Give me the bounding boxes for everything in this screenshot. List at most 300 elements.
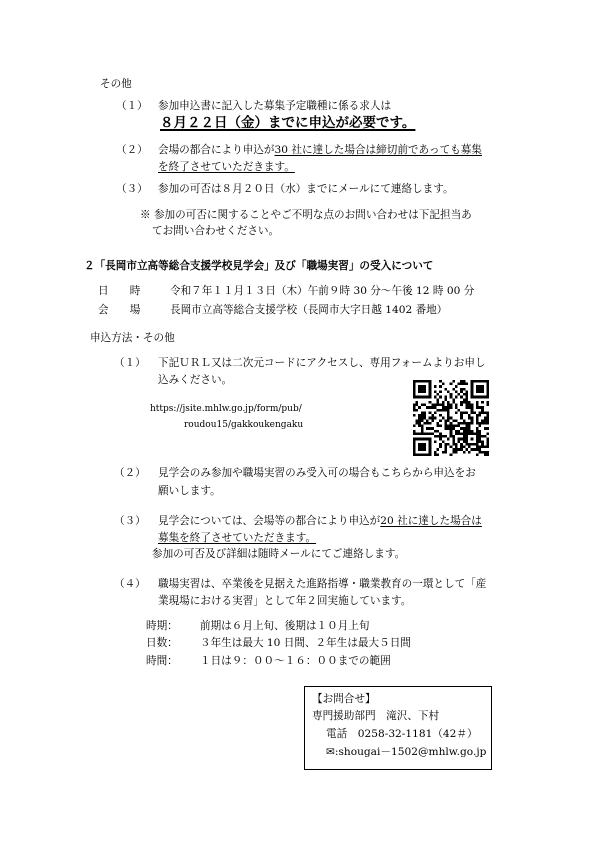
qr-module [471,443,474,446]
other-heading: その他 [100,78,132,90]
qr-module [434,435,437,438]
qr-module [471,411,474,414]
qr-module [452,440,455,443]
qr-module [471,419,474,422]
qr-module [479,411,482,414]
qr-module [421,453,424,456]
qr-module [486,396,489,399]
qr-module [455,448,458,451]
qr-module [486,451,489,454]
qr-module [455,446,458,449]
qr-module [486,383,489,386]
hours-value: １日は９：００～１６：００までの範囲 [200,655,391,667]
qr-module [421,419,424,422]
other-item2-line2: を終了させていただきます。 [158,161,295,173]
qr-module [421,425,424,428]
qr-module [481,440,484,443]
qr-module [423,390,426,393]
qr-module [471,448,474,451]
qr-module [421,380,424,383]
qr-module [434,385,437,388]
qr-module [486,380,489,383]
qr-module [444,396,447,399]
qr-module [423,380,426,383]
qr-module [442,383,445,386]
qr-module [421,430,424,433]
qr-module [484,411,487,414]
qr-module [481,443,484,446]
qr-module [468,451,471,454]
qr-module [479,390,482,393]
section2-heading: ２「長岡市立高等総合支援学校見学会」及び「職場実習」の受入について [84,260,434,272]
date-value: 令和７年１１月１３日（木）午前９時 30 分～午後 12 時 00 分 [170,285,475,297]
qr-module [452,448,455,451]
qr-module [455,419,458,422]
qr-module [447,438,450,441]
qr-module [468,432,471,435]
qr-module [486,411,489,414]
qr-module [463,432,466,435]
qr-module [460,432,463,435]
qr-module [458,425,461,428]
qr-module [426,422,429,425]
qr-module [476,390,479,393]
qr-module [473,380,476,383]
qr-module [479,388,482,391]
qr-module [486,438,489,441]
qr-module [413,448,416,451]
qr-module [421,417,424,420]
qr-module [465,411,468,414]
qr-module [479,414,482,417]
qr-module [476,385,479,388]
apply-item2-number: （２） [114,467,146,479]
qr-module [437,425,440,428]
qr-module [460,396,463,399]
qr-module [431,417,434,420]
qr-module [460,438,463,441]
qr-module [423,414,426,417]
qr-module [418,453,421,456]
qr-module [450,435,453,438]
qr-module [484,453,487,456]
qr-module [429,388,432,391]
qr-module [437,409,440,412]
qr-module [465,393,468,396]
qr-module [413,414,416,417]
qr-module [473,443,476,446]
qr-module [421,388,424,391]
period-value: 前期は６月上旬、後期は１０月上旬 [200,620,370,632]
qr-module [465,430,468,433]
qr-module [450,430,453,433]
qr-module [452,380,455,383]
qr-module [486,443,489,446]
qr-module [416,404,419,407]
qr-module [431,419,434,422]
apply-item3-line2: 募集を終了させていただきます。 [158,532,317,544]
qr-module [476,446,479,449]
qr-module [479,435,482,438]
qr-module [460,390,463,393]
qr-module [479,432,482,435]
qr-module [486,440,489,443]
contact-email[interactable]: ✉:shougai－1502@mhlw.go.jp [326,746,487,758]
qr-module [479,396,482,399]
qr-module [465,383,468,386]
qr-module [413,451,416,454]
qr-module [476,404,479,407]
qr-module [458,430,461,433]
qr-module [434,430,437,433]
qr-module [447,443,450,446]
qr-module [429,448,432,451]
qr-module [444,427,447,430]
qr-module [484,417,487,420]
qr-module [418,417,421,420]
qr-module [465,404,468,407]
qr-module [437,453,440,456]
qr-module [481,396,484,399]
form-url-line2[interactable]: roudou15/gakkoukengaku [184,420,304,430]
qr-module [481,451,484,454]
qr-module [486,417,489,420]
qr-module [416,401,419,404]
qr-module [471,422,474,425]
qr-module [468,443,471,446]
qr-module [486,385,489,388]
qr-module [450,383,453,386]
qr-module [444,451,447,454]
qr-module [421,427,424,430]
qr-module [471,385,474,388]
qr-module [471,404,474,407]
qr-module [418,406,421,409]
qr-module [416,438,419,441]
qr-module [442,409,445,412]
qr-module [468,446,471,449]
qr-module [455,430,458,433]
qr-module [439,409,442,412]
qr-module [458,422,461,425]
qr-module [484,380,487,383]
qr-module [484,419,487,422]
qr-module [413,440,416,443]
contact-phone: 電話 0258-32-1181（42＃） [326,728,478,740]
qr-module [423,411,426,414]
qr-module [484,451,487,454]
qr-module [460,422,463,425]
qr-module [471,396,474,399]
qr-module [413,396,416,399]
qr-module [468,430,471,433]
qr-module [413,380,416,383]
qr-module [465,435,468,438]
qr-module [452,438,455,441]
qr-module [450,406,453,409]
qr-module [450,396,453,399]
qr-module [416,432,419,435]
qr-module [413,385,416,388]
qr-module [429,427,432,430]
qr-module [481,411,484,414]
qr-module [486,404,489,407]
qr-module [418,414,421,417]
qr-module [437,422,440,425]
qr-module [476,401,479,404]
qr-module [481,380,484,383]
qr-module [484,422,487,425]
qr-module [486,419,489,422]
qr-module [471,383,474,386]
qr-module [458,409,461,412]
qr-module [460,383,463,386]
qr-module [416,396,419,399]
qr-module [458,383,461,386]
qr-module [481,422,484,425]
days-label: 日数： [146,637,178,649]
qr-module [439,432,442,435]
apply-item2-line1: 見学会のみ参加や職場実習のみ受入可の場合もこちらから申込をお [158,467,476,479]
qr-module [465,422,468,425]
qr-module [437,430,440,433]
qr-module [471,390,474,393]
qr-module [481,409,484,412]
qr-module [421,404,424,407]
other-item2-line1: 会場の都合により申込が30 社に達した場合は締切前であっても募集 [158,144,482,156]
qr-module [455,385,458,388]
qr-module [447,419,450,422]
qr-module [460,448,463,451]
qr-module [444,406,447,409]
qr-module [421,396,424,399]
qr-module [458,448,461,451]
venue-value: 長岡市立高等総合支援学校（長岡市大字日越 1402 番地） [170,304,448,316]
qr-module [452,425,455,428]
qr-module [473,448,476,451]
qr-module [460,401,463,404]
apply-item1-number: （１） [114,357,146,369]
qr-module [479,451,482,454]
qr-module [437,393,440,396]
qr-module [486,453,489,456]
qr-module [447,406,450,409]
qr-module [452,388,455,391]
apply-item3-underline1: 20 社に達した場合は [380,515,482,527]
qr-module [450,417,453,420]
apply-item3-line3: 参加の可否及び詳細は随時メールにてご連絡します。 [152,548,406,560]
qr-module [429,443,432,446]
other-item3-text: 参加の可否は８月２０日（水）までにメールにて連絡します。 [158,183,454,195]
qr-module [429,383,432,386]
qr-module [473,396,476,399]
qr-module [447,411,450,414]
qr-module [418,396,421,399]
qr-module [465,390,468,393]
qr-module [418,390,421,393]
contact-title: 【お問合せ】 [312,693,376,705]
qr-module [421,438,424,441]
qr-module [463,401,466,404]
qr-module [473,411,476,414]
qr-module [476,414,479,417]
qr-module [481,385,484,388]
qr-code-image[interactable] [413,380,489,456]
qr-module [486,414,489,417]
qr-module [421,414,424,417]
form-url-line1[interactable]: https://jsite.mhlw.go.jp/form/pub/ [150,404,302,414]
qr-module [426,380,429,383]
qr-module [447,417,450,420]
qr-module [429,401,432,404]
qr-module [484,446,487,449]
qr-module [413,393,416,396]
qr-module [463,419,466,422]
qr-module [444,446,447,449]
qr-module [444,443,447,446]
qr-module [455,390,458,393]
qr-module [442,440,445,443]
qr-module [439,419,442,422]
qr-module [486,388,489,391]
qr-module [418,438,421,441]
qr-module [421,446,424,449]
qr-module [439,425,442,428]
qr-module [460,404,463,407]
qr-module [476,417,479,420]
qr-module [439,438,442,441]
qr-module [463,430,466,433]
qr-module [434,404,437,407]
qr-module [471,406,474,409]
qr-module [423,422,426,425]
qr-module [421,448,424,451]
apply-item3-line1: 見学会については、会場等の都合により申込が20 社に達した場合は [158,515,482,527]
qr-module [447,414,450,417]
qr-module [481,388,484,391]
qr-module [434,451,437,454]
other-item1-number: （１） [116,100,148,112]
qr-module [465,432,468,435]
qr-module [418,432,421,435]
qr-module [416,422,419,425]
qr-module [484,427,487,430]
qr-module [423,438,426,441]
qr-module [444,425,447,428]
qr-module [455,451,458,454]
qr-module [418,422,421,425]
apply-heading: 申込方法・その他 [90,332,175,344]
qr-module [416,409,419,412]
qr-module [463,398,466,401]
qr-module [421,432,424,435]
qr-module [423,417,426,420]
qr-module [447,390,450,393]
qr-module [450,393,453,396]
qr-module [455,406,458,409]
qr-module [460,417,463,420]
qr-module [423,453,426,456]
qr-module [429,438,432,441]
other-note-line2: てお問い合わせください。 [152,225,280,237]
qr-module [426,432,429,435]
qr-module [476,438,479,441]
qr-module [450,422,453,425]
qr-module [413,443,416,446]
qr-module [444,409,447,412]
qr-module [465,438,468,441]
qr-module [447,409,450,412]
qr-module [413,453,416,456]
qr-module [465,401,468,404]
qr-module [421,411,424,414]
qr-module [460,427,463,430]
qr-module [452,427,455,430]
qr-module [463,411,466,414]
qr-module [463,446,466,449]
qr-module [418,385,421,388]
qr-module [429,396,432,399]
qr-module [471,438,474,441]
qr-module [455,443,458,446]
qr-module [476,440,479,443]
qr-module [431,406,434,409]
qr-module [468,417,471,420]
qr-module [463,422,466,425]
qr-module [429,385,432,388]
qr-module [484,396,487,399]
qr-module [455,396,458,399]
qr-module [426,406,429,409]
qr-module [479,430,482,433]
qr-module [418,380,421,383]
qr-module [447,427,450,430]
qr-module [486,422,489,425]
apply-item4-number: （４） [114,578,146,590]
qr-module [479,406,482,409]
qr-module [471,409,474,412]
qr-module [481,390,484,393]
qr-module [439,390,442,393]
qr-module [444,398,447,401]
other-item3-number: （３） [116,183,148,195]
qr-module [439,435,442,438]
qr-module [434,390,437,393]
qr-module [468,404,471,407]
qr-module [476,422,479,425]
qr-module [437,401,440,404]
qr-module [479,438,482,441]
other-item2-number: （２） [116,144,148,156]
qr-module [486,390,489,393]
qr-module [437,435,440,438]
qr-module [476,396,479,399]
hours-label: 時間： [146,655,178,667]
qr-module [423,404,426,407]
qr-module [426,427,429,430]
qr-module [426,396,429,399]
qr-module [479,380,482,383]
qr-module [468,406,471,409]
qr-module [458,440,461,443]
qr-module [434,453,437,456]
qr-module [447,401,450,404]
qr-module [447,425,450,428]
qr-module [439,404,442,407]
qr-module [458,432,461,435]
qr-module [416,453,419,456]
qr-module [468,427,471,430]
